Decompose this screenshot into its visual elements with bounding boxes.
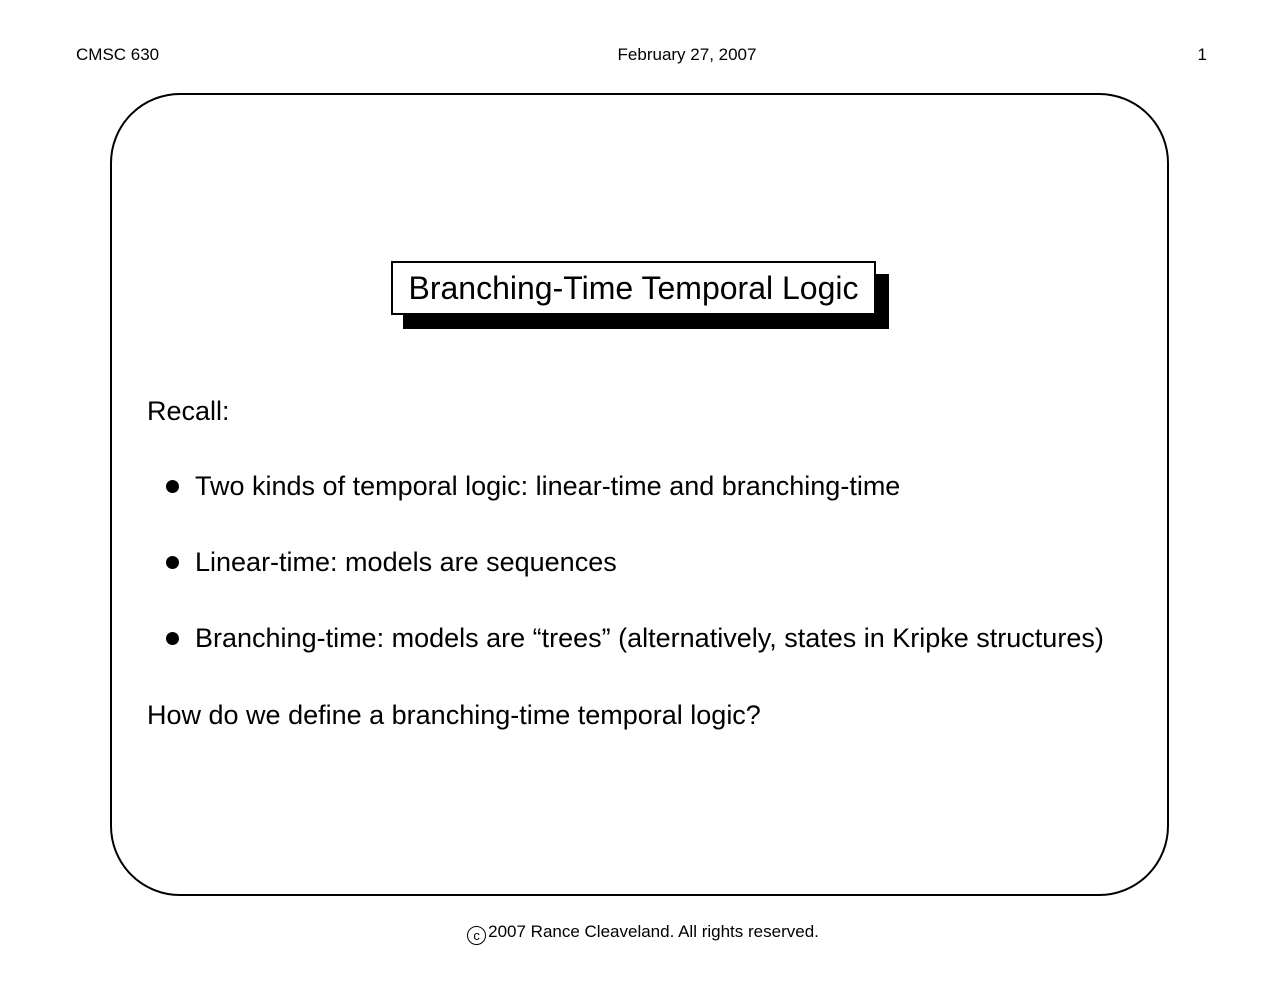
copyright-icon: c: [467, 926, 486, 945]
bullet-text: Two kinds of temporal logic: linear-time and branching-time: [195, 471, 901, 501]
question-text: How do we define a branching-time temporal logic?: [147, 700, 761, 730]
copyright-text: 2007 Rance Cleaveland. All rights reserved.: [488, 922, 819, 941]
slide-date: February 27, 2007: [617, 45, 757, 64]
bullet-dot-icon: [166, 556, 179, 569]
title-frame: [391, 261, 876, 315]
bullet-dot-icon: [166, 480, 179, 493]
intro-text: Recall:: [147, 396, 230, 426]
bullet-item: [166, 469, 1146, 503]
bullet-text: Linear-time: models are sequences: [195, 547, 617, 577]
copyright-footer: [0, 921, 1280, 945]
slide-title: Branching-Time Temporal Logic: [408, 270, 859, 306]
course-label: CMSC 630: [76, 45, 160, 64]
bullet-text: Branching-time: models are “trees” (alternatively, states in Kripke structures): [195, 623, 1104, 653]
bullet-item: [166, 621, 1146, 655]
bullet-item: [166, 545, 1146, 579]
bullet-dot-icon: [166, 632, 179, 645]
page-number: 1: [1197, 45, 1207, 64]
slide-title-box: [391, 261, 876, 315]
